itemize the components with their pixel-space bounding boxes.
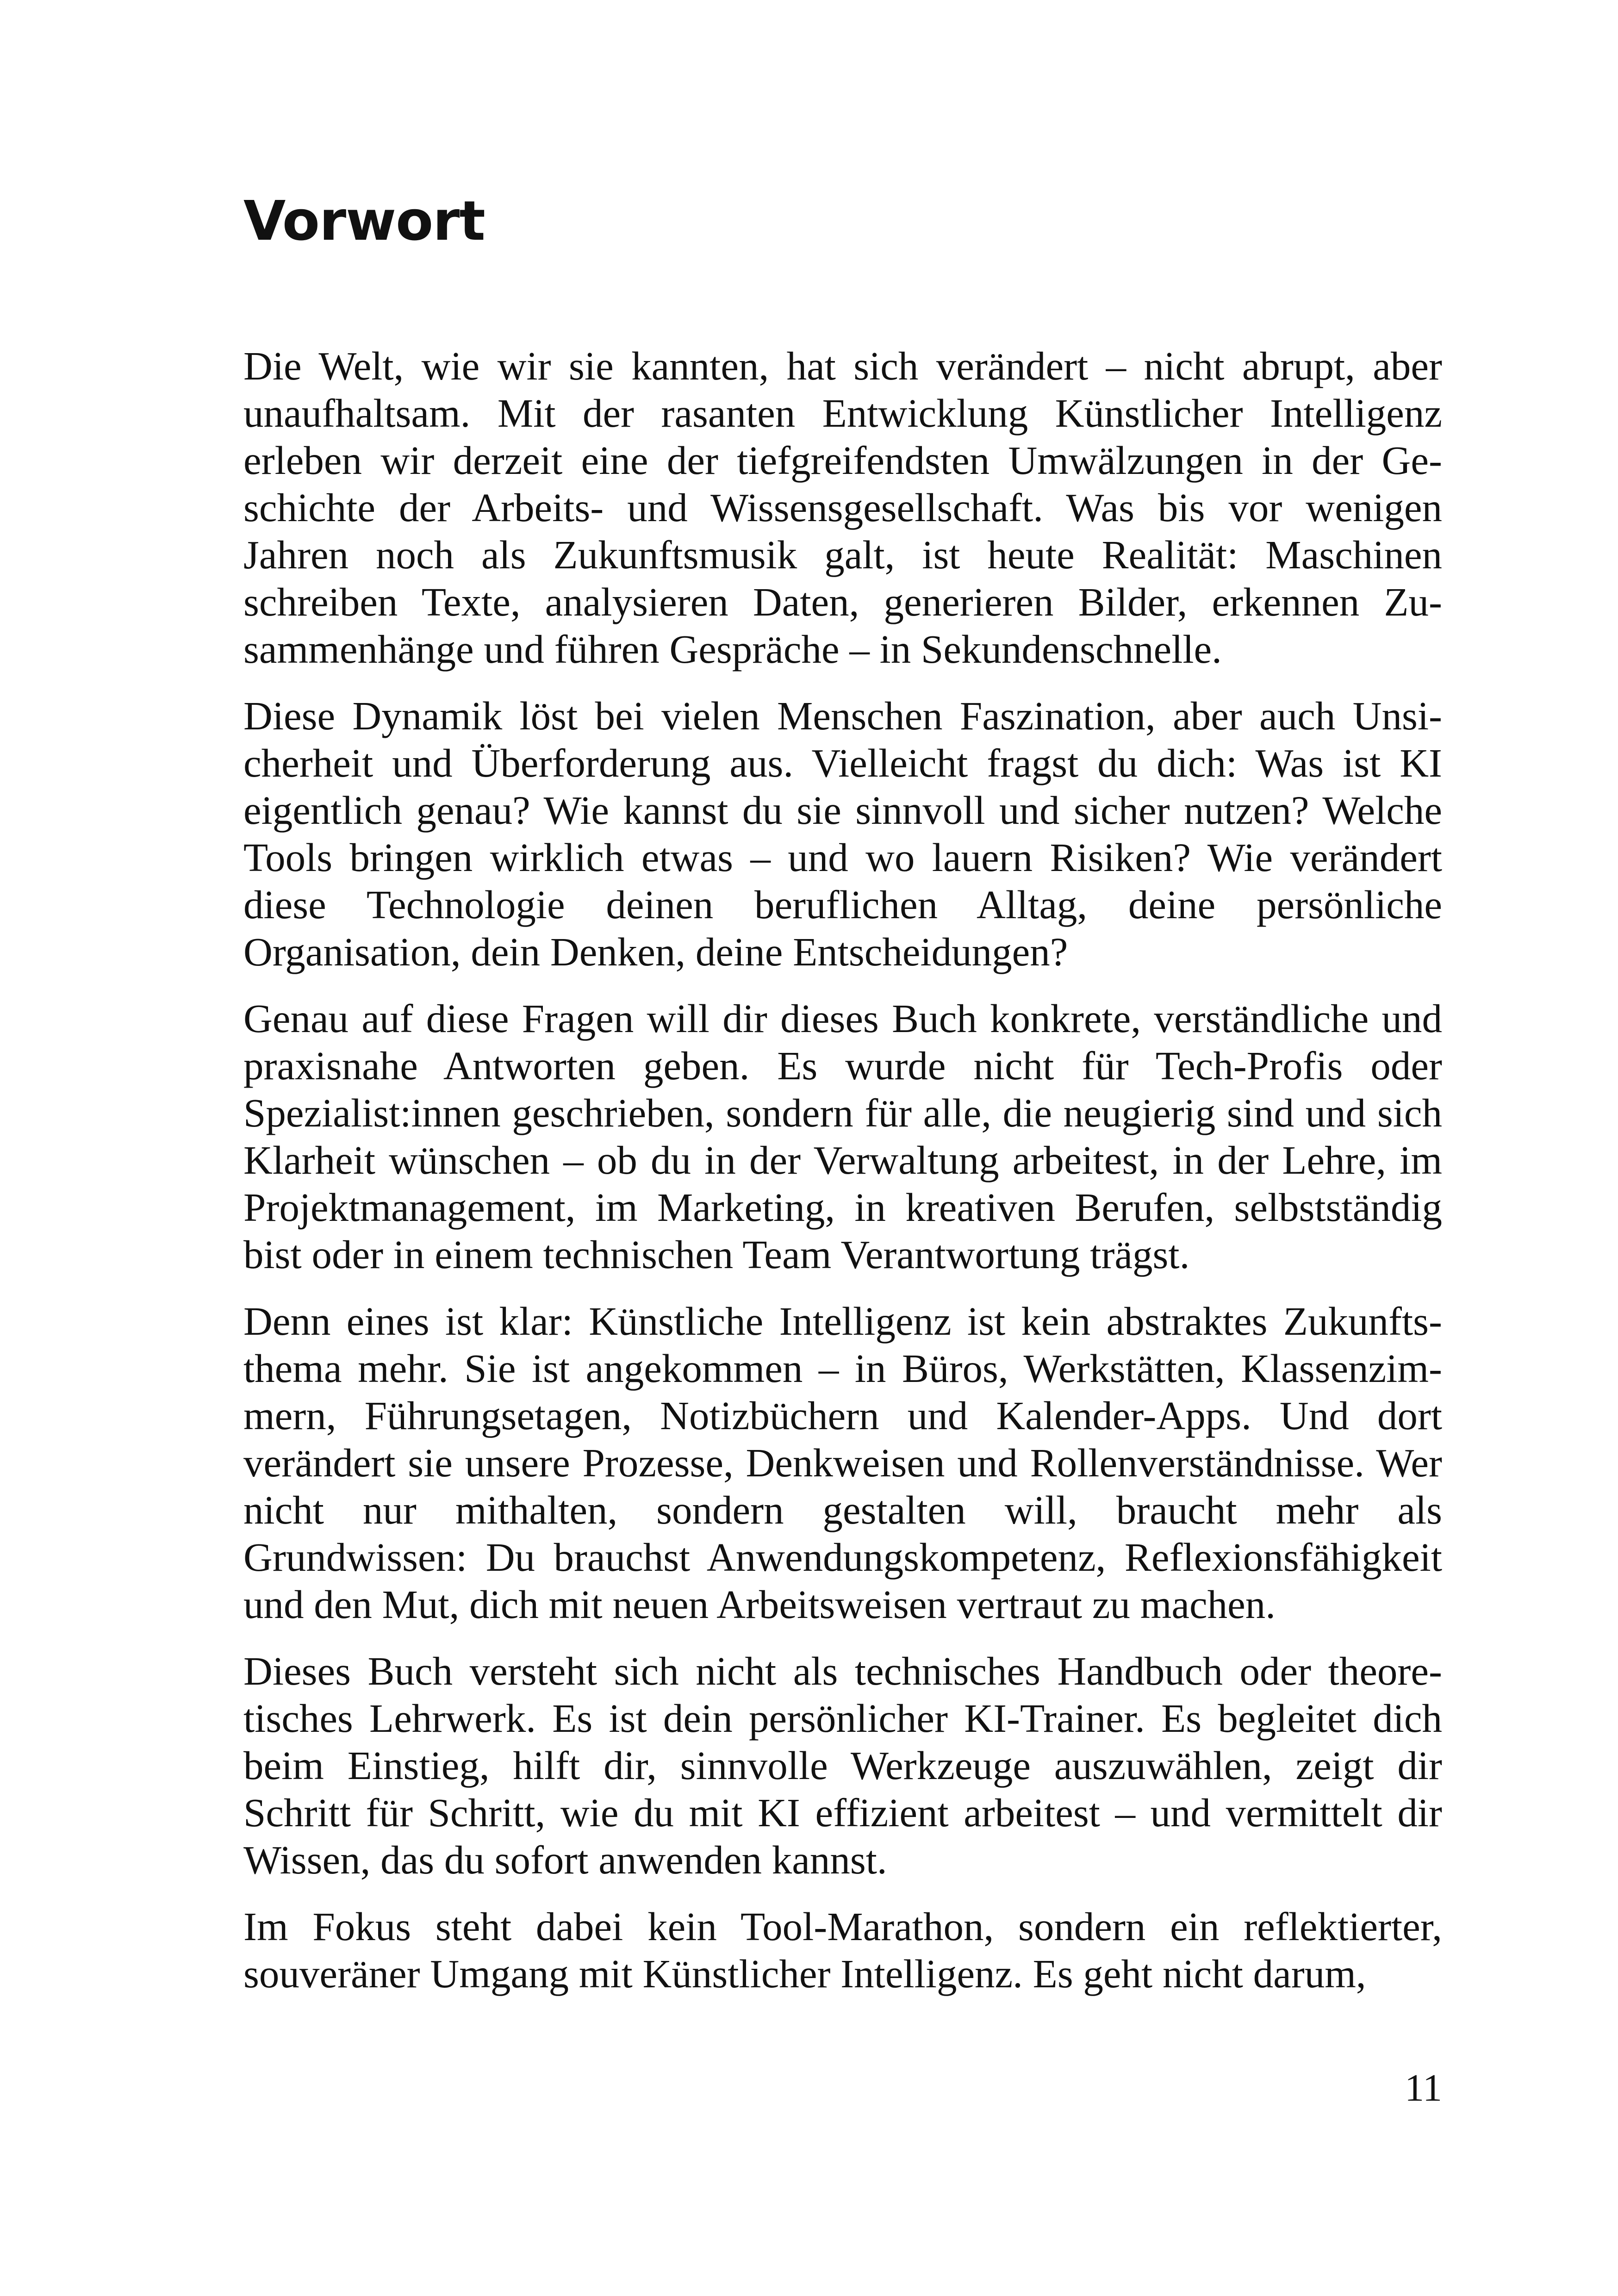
page-title: Vorwort: [243, 189, 485, 253]
paragraph: Genau auf diese Fragen will dir dieses Buch konkrete, verständliche und praxisnahe Antworten geben. Es wurde nicht für Tech-Profis oder Spezialist:innen geschrieben, sondern für alle, die neugierig sind und sich Klarheit wünschen – ob du in der Verwaltung arbeitest, in der Lehre, im Projektmanagement, im Marketing, in kreativen Berufen, selbstständig bist oder in einem technischen Team Verantwortung trägst.: [243, 996, 1442, 1277]
paragraph: Dieses Buch versteht sich nicht als technisches Handbuch oder theoretisches Lehrwerk. Es ist dein persönlicher KI-Trainer. Es begleitet dich beim Einstieg, hilft dir, sinnvolle Werkzeuge auszuwählen, zeigt dir Schritt für Schritt, wie du mit KI effizient arbeitest – und vermittelt dir Wissen, das du sofort anwenden kannst.: [243, 1649, 1442, 1882]
body-text: [243, 342, 1442, 2017]
page-number: 11: [1405, 2066, 1442, 2109]
paragraph: Die Welt, wie wir sie kannten, hat sich verändert – nicht abrupt, aber unaufhaltsam. Mit der rasanten Entwicklung Künstlicher Intelligenz erleben wir derzeit eine der tiefgreifendsten Umwälzungen in der Geschichte der Arbeits- und Wissensgesellschaft. Was bis vor wenigen Jahren noch als Zukunftsmusik galt, ist heute Realität: Maschinen schreiben Texte, analysieren Daten, generieren Bilder, erkennen Zusammenhänge und führen Gespräche – in Sekundenschnelle.: [243, 343, 1442, 672]
paragraph: Im Fokus steht dabei kein Tool-Marathon, sondern ein reflektierter, souveräner Umgang mit Künstlicher Intelligenz. Es geht nicht darum,: [243, 1904, 1442, 1996]
paragraph: Diese Dynamik löst bei vielen Menschen Faszination, aber auch Unsicherheit und Überforderung aus. Vielleicht fragst du dich: Was ist KI eigentlich genau? Wie kannst du sie sinnvoll und sicher nutzen? Welche Tools bringen wirklich etwas – und wo lauern Risiken? Wie verändert diese Technologie deinen beruflichen Alltag, deine persönliche Organisation, dein Denken, deine Entscheidungen?: [243, 693, 1442, 974]
paragraph: Denn eines ist klar: Künstliche Intelligenz ist kein abstraktes Zukunftsthema mehr. Sie ist angekommen – in Büros, Werkstätten, Klassenzimmern, Führungsetagen, Notizbüchern und Kalender-Apps. Und dort verändert sie unsere Prozesse, Denkweisen und Rollenverständnisse. Wer nicht nur mithalten, sondern gestalten will, braucht mehr als Grundwissen: Du brauchst Anwendungskompetenz, Reflexionsfähigkeit und den Mut, dich mit neuen Arbeitsweisen vertraut zu machen.: [243, 1299, 1442, 1627]
